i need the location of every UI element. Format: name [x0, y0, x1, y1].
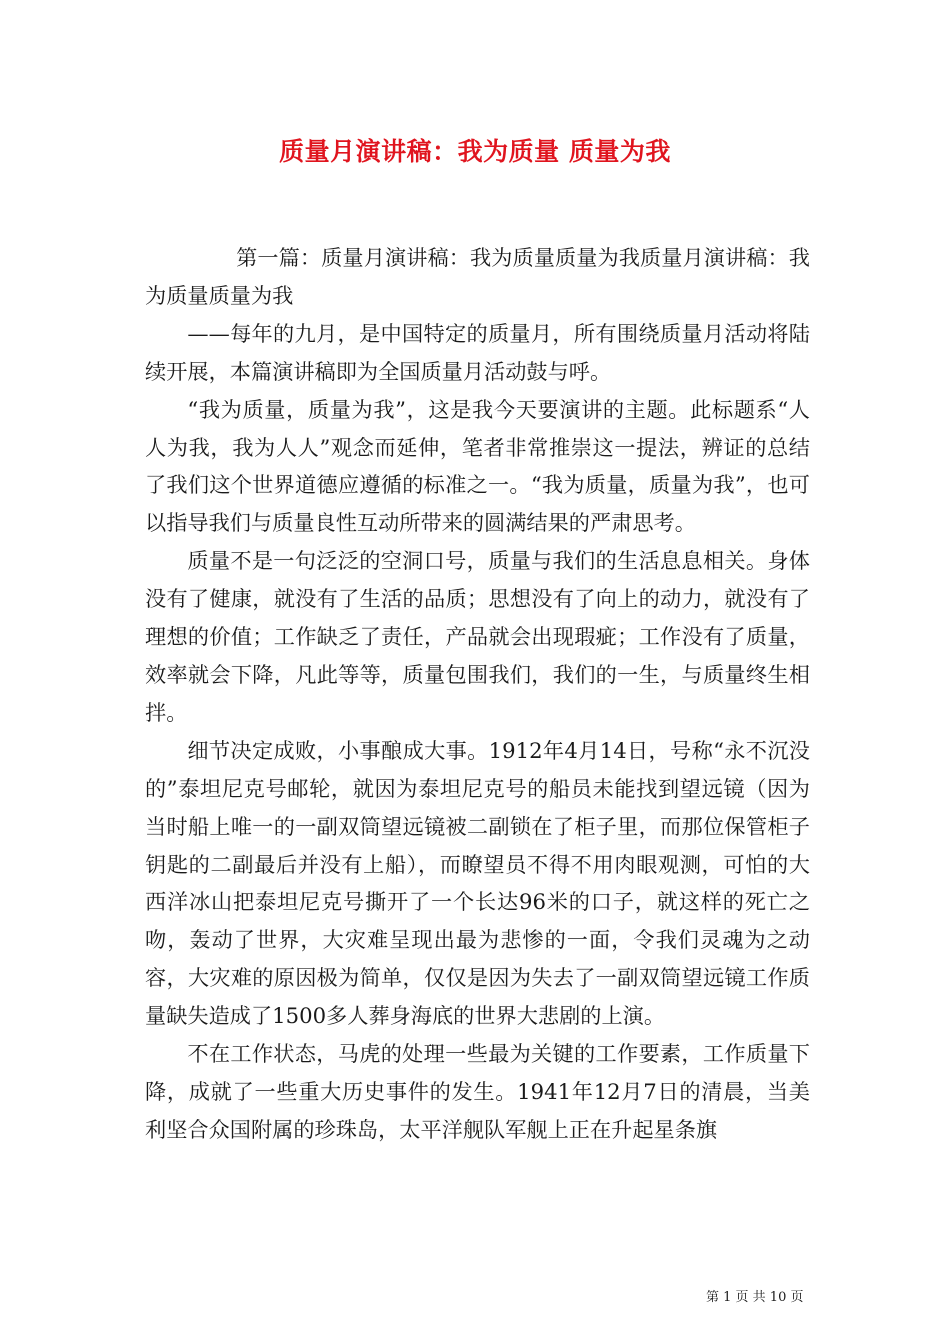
paragraph-3: “我为质量，质量为我”，这是我今天要演讲的主题。此标题系“人人为我，我为人人”观念而延伸，笔者非常推崇这一提法，辨证的总结了我们这个世界道德应遵循的标准之一。“我为质量，质量为我”，也可以指导我们与质量良性互动所带来的圆满结果的严肃思考。: [145, 396, 810, 536]
document-title: 质量月演讲稿：我为质量 质量为我: [279, 137, 671, 166]
paragraph-4: 质量不是一句泛泛的空洞口号，质量与我们的生活息息相关。身体没有了健康，就没有了生活的品质；思想没有了向上的动力，就没有了理想的价值；工作缺乏了责任，产品就会出现瑕疵；工作没有了质量，效率就会下降，凡此等等，质量包围我们，我们的一生，与质量终生相拌。: [145, 548, 810, 725]
paragraph-6: 不在工作状态，马虎的处理一些最为关键的工作要素，工作质量下降，成就了一些重大历史事件的发生。1941年12月7日的清晨，当美利坚合众国附属的珍珠岛，太平洋舰队军舰上正在升起星条旗: [145, 1041, 810, 1142]
paragraph-1: 第一篇：质量月演讲稿：我为质量质量为我质量月演讲稿：我为质量质量为我: [145, 245, 810, 308]
page-number-footer: 第 1 页 共 10 页: [706, 1290, 804, 1305]
document-body: [145, 239, 810, 1149]
paragraph-2: ——每年的九月，是中国特定的质量月，所有围绕质量月活动将陆续开展，本篇演讲稿即为全国质量月活动鼓与呼。: [145, 320, 810, 384]
paragraph-5: 细节决定成败，小事酿成大事。1912年4月14日，号称“永不沉没的”泰坦尼克号邮轮，就因为泰坦尼克号的船员未能找到望远镜（因为当时船上唯一的一副双筒望远镜被二副锁在了柜子里，而那位保管柜子钥匙的二副最后并没有上船），而瞭望员不得不用肉眼观测，可怕的大西洋冰山把泰坦尼克号撕开了一个长达96米的口子，就这样的死亡之吻，轰动了世界，大灾难呈现出最为悲惨的一面，令我们灵魂为之动容，大灾难的原因极为简单，仅仅是因为失去了一副双筒望远镜工作质量缺失造成了1500多人葬身海底的世界大悲剧的上演。: [145, 737, 810, 1029]
